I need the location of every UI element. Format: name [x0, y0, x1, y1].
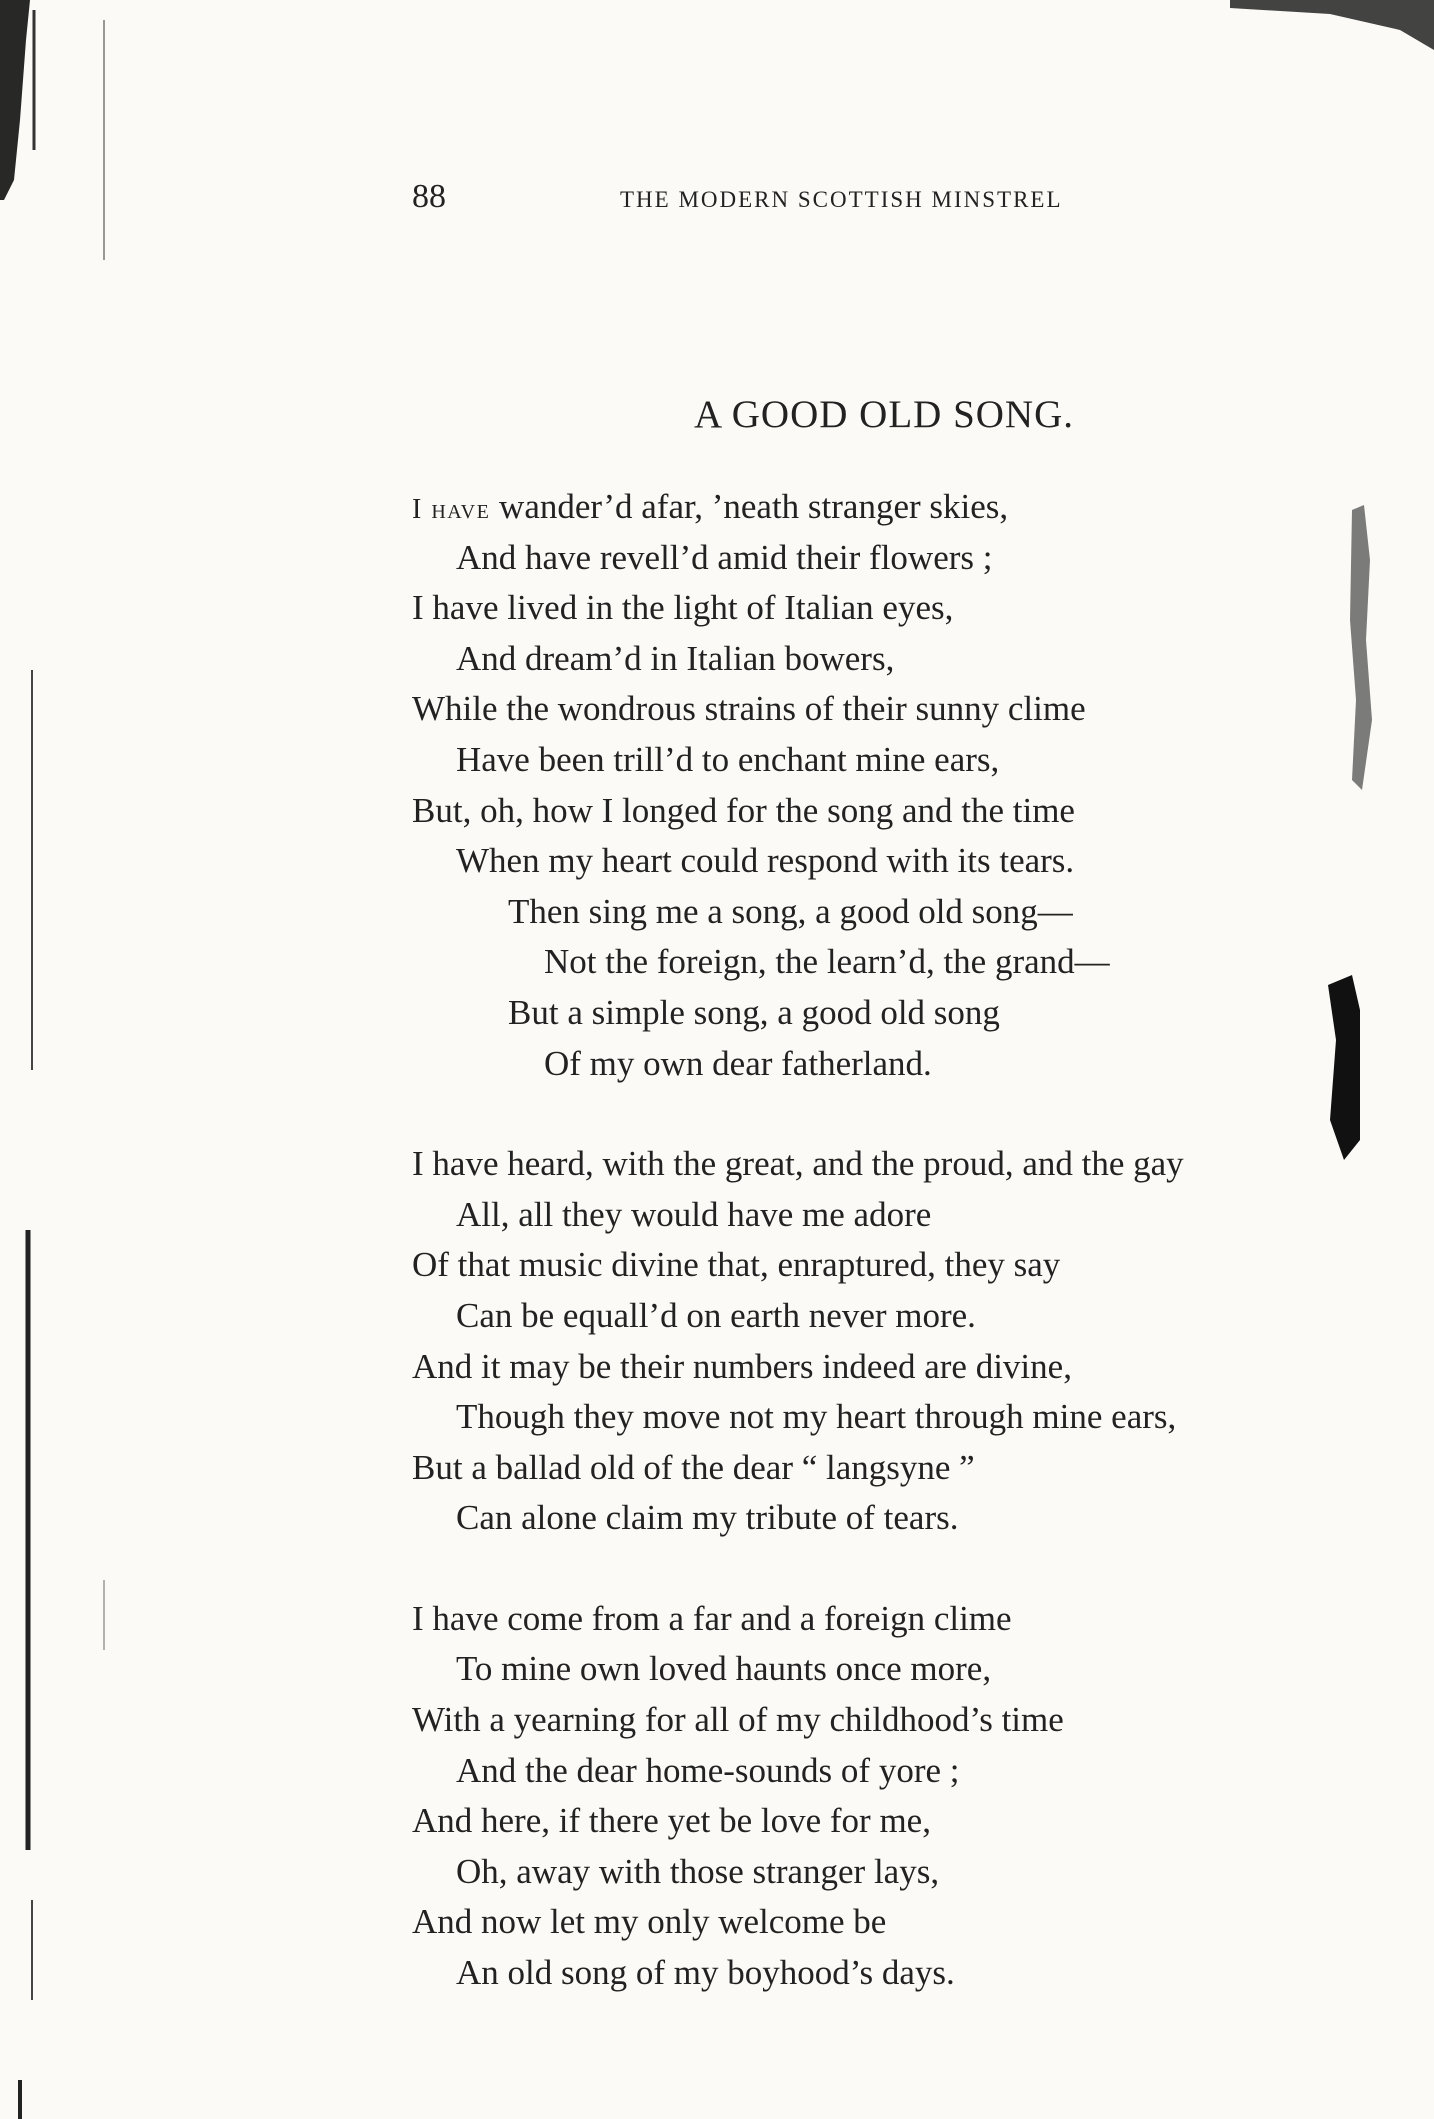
poem-line: Of that music divine that, enraptured, they say	[412, 1245, 1061, 1285]
stanza-break	[412, 1089, 1412, 1139]
stanza-1	[412, 482, 1412, 1089]
refrain-line: But a simple song, a good old song	[508, 992, 1000, 1032]
line-text: wander’d afar, ’neath stranger skies,	[490, 487, 1009, 526]
page-header	[412, 178, 1212, 228]
poem-line: Though they move not my heart through mine ears,	[456, 1397, 1177, 1437]
poem-line: And dream’d in Italian bowers,	[456, 638, 895, 678]
poem-line: I have come from a far and a foreign clime	[412, 1598, 1012, 1638]
stanza-3	[412, 1594, 1412, 1999]
refrain-line: Not the foreign, the learn’d, the grand—	[544, 942, 1110, 982]
binding-shadow-top-left	[0, 0, 30, 200]
poem-line: And now let my only welcome be	[412, 1902, 887, 1942]
poem-line	[412, 482, 1412, 533]
poem-line: To mine own loved haunts once more,	[456, 1649, 992, 1689]
poem-line: Oh, away with those stranger lays,	[456, 1851, 940, 1891]
poem-line: With a yearning for all of my childhood’s time	[412, 1700, 1064, 1740]
poem-line: But, oh, how I longed for the song and the time	[412, 790, 1075, 830]
refrain-line: Of my own dear fatherland.	[544, 1043, 932, 1083]
poem-line: All, all they would have me adore	[456, 1194, 932, 1234]
poem-line: And here, if there yet be love for me,	[412, 1801, 931, 1841]
poem-line: I have lived in the light of Italian eyes,	[412, 588, 954, 628]
poem-line: When my heart could respond with its tears.	[456, 841, 1075, 881]
poem-line: Have been trill’d to enchant mine ears,	[456, 739, 1000, 779]
poem-line: And have revell’d amid their flowers ;	[456, 537, 993, 577]
poem-line: Can be equall’d on earth never more.	[456, 1295, 976, 1335]
poem-line: And the dear home-sounds of yore ;	[456, 1750, 960, 1790]
poem-body	[412, 482, 1412, 1999]
poem-line: But a ballad old of the dear “ langsyne ”	[412, 1447, 975, 1487]
running-head: THE MODERN SCOTTISH MINSTREL	[620, 187, 1063, 212]
page-number: 88	[412, 178, 446, 215]
poem-line: An old song of my boyhood’s days.	[456, 1953, 955, 1993]
poem-title: A GOOD OLD SONG.	[694, 393, 1075, 436]
corner-shadow-top-right	[1230, 0, 1434, 50]
stanza-2	[412, 1139, 1412, 1544]
refrain-line: Then sing me a song, a good old song—	[508, 891, 1073, 931]
poem-line: And it may be their numbers indeed are divine,	[412, 1346, 1072, 1386]
opening-words: I have	[412, 494, 491, 525]
poem-line: Can alone claim my tribute of tears.	[456, 1498, 959, 1538]
poem-line: While the wondrous strains of their sunny clime	[412, 689, 1086, 729]
poem-line: I have heard, with the great, and the proud, and the gay	[412, 1144, 1184, 1184]
stanza-break	[412, 1544, 1412, 1594]
